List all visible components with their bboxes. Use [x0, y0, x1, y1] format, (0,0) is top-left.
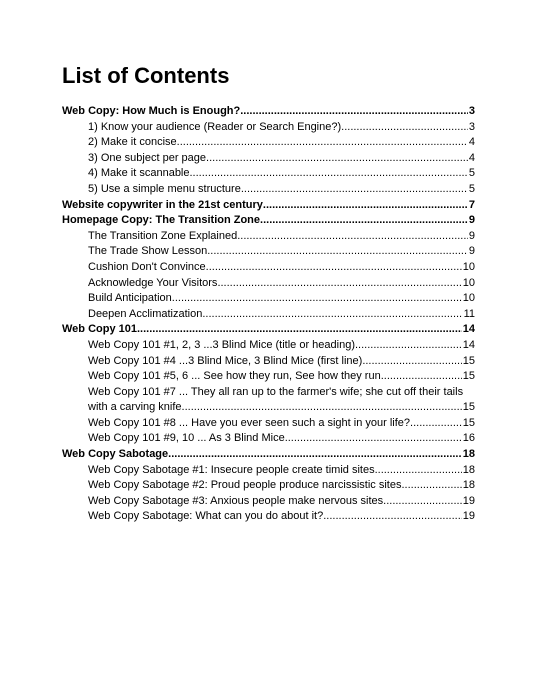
toc-subsection-entry[interactable] [62, 463, 475, 479]
dot-leader [260, 213, 468, 229]
dot-leader [341, 120, 468, 136]
toc-subsection-entry[interactable] [62, 369, 475, 385]
toc-subsection-entry[interactable] [62, 166, 475, 182]
toc-subsection-entry[interactable] [62, 151, 475, 167]
toc-section-entry[interactable] [62, 447, 475, 463]
toc-subsection-entry[interactable] [62, 276, 475, 292]
toc-entry-label: 1) Know your audience (Reader or Search Engine?) [88, 120, 342, 133]
toc-page-number: 19 [462, 510, 475, 523]
toc-entry-label: Web Copy Sabotage #1: Insecure people create timid sites [88, 463, 375, 476]
toc-entry-label: Web Copy 101 #7 ... They all ran up to the farmer's wife; she cut off their tails [88, 385, 464, 398]
dot-leader [182, 400, 462, 416]
dot-leader [207, 244, 468, 260]
dot-leader [410, 416, 462, 432]
toc-page-number: 7 [468, 198, 475, 211]
dot-leader [240, 104, 468, 120]
toc-page-number: 18 [462, 463, 475, 476]
toc-entry-label: Homepage Copy: The Transition Zone [62, 214, 261, 227]
toc-page-number: 14 [462, 323, 475, 336]
dot-leader [206, 151, 468, 167]
toc-page-number: 18 [462, 479, 475, 492]
toc-subsection-entry[interactable] [62, 478, 475, 494]
toc-page-number: 9 [468, 245, 475, 258]
toc-section-entry[interactable] [62, 322, 475, 338]
toc-section-entry[interactable] [62, 198, 475, 214]
toc-entry-label: 3) One subject per page [88, 151, 207, 164]
toc-page-number: 9 [468, 214, 475, 227]
toc-entry-label: 2) Make it concise [88, 136, 177, 149]
toc-entry-label: Acknowledge Your Visitors [88, 276, 218, 289]
toc-entry-label: Web Copy Sabotage [62, 448, 169, 461]
toc-page-number: 10 [462, 260, 475, 273]
table-of-contents [62, 104, 475, 525]
dot-leader [168, 447, 462, 463]
dot-leader [375, 463, 462, 479]
toc-entry-label: Web Copy 101 [62, 323, 137, 336]
dot-leader [285, 431, 462, 447]
toc-entry-label: Website copywriter in the 21st century [62, 198, 263, 211]
toc-entry-label: Web Copy 101 #8 ... Have you ever seen such a sight in your life? [88, 416, 411, 429]
toc-page-number: 10 [462, 276, 475, 289]
dot-leader [137, 322, 462, 338]
dot-leader [172, 291, 462, 307]
toc-section-entry[interactable] [62, 104, 475, 120]
dot-leader [217, 276, 461, 292]
toc-entry-label: The Trade Show Lesson [88, 245, 208, 258]
dot-leader [190, 166, 468, 182]
toc-entry-label: Web Copy: How Much is Enough? [62, 105, 241, 117]
toc-page-number: 14 [462, 338, 475, 351]
toc-page-number: 11 [463, 307, 475, 320]
toc-page-number: 5 [468, 167, 475, 180]
toc-entry-label: Cushion Don't Convince [88, 260, 206, 273]
toc-entry-label-continued: with a carving knife [88, 401, 182, 414]
toc-page-number: 16 [462, 432, 475, 445]
toc-subsection-entry[interactable] [62, 291, 475, 307]
toc-page-number: 15 [462, 416, 475, 429]
toc-subsection-entry[interactable] [62, 182, 475, 198]
dot-leader [177, 135, 468, 151]
dot-leader [383, 494, 462, 510]
toc-page-number: 19 [462, 494, 475, 507]
toc-subsection-entry[interactable] [62, 307, 475, 323]
toc-entry-label: 5) Use a simple menu structure [88, 182, 241, 195]
toc-entry-label: 4) Make it scannable [88, 167, 190, 180]
toc-entry-label: Web Copy 101 #5, 6 ... See how they run, See how they run [88, 370, 381, 383]
dot-leader [263, 198, 468, 214]
dot-leader [202, 307, 462, 323]
toc-page-number: 9 [468, 229, 475, 242]
toc-page-number: 4 [468, 136, 475, 149]
toc-entry-label: Build Anticipation [88, 292, 172, 305]
toc-entry-label: The Transition Zone Explained [88, 229, 238, 242]
toc-subsection-entry[interactable] [62, 135, 475, 151]
toc-page-number: 4 [468, 151, 475, 164]
toc-subsection-entry[interactable] [62, 260, 475, 276]
dot-leader [362, 354, 461, 370]
toc-entry-label: Web Copy 101 #1, 2, 3 ...3 Blind Mice (title or heading) [88, 338, 355, 351]
page-title: List of Contents [62, 63, 230, 88]
toc-entry-label: Web Copy Sabotage #3: Anxious people make nervous sites [88, 494, 384, 507]
dot-leader [206, 260, 462, 276]
toc-entry-label: Web Copy Sabotage #2: Proud people produce narcissistic sites [88, 479, 402, 492]
toc-subsection-entry[interactable] [62, 120, 475, 136]
dot-leader [381, 369, 462, 385]
toc-page-number: 3 [468, 105, 475, 117]
toc-entry-label: Web Copy Sabotage: What can you do about it? [88, 510, 324, 523]
toc-subsection-entry[interactable] [62, 354, 475, 370]
toc-entry-label: Deepen Acclimatization [88, 307, 203, 320]
toc-page-number: 15 [462, 354, 475, 367]
toc-subsection-entry[interactable] [62, 416, 475, 432]
toc-entry-label: Web Copy 101 #4 ...3 Blind Mice, 3 Blind Mice (first line) [88, 354, 363, 367]
dot-leader [355, 338, 462, 354]
toc-page-number: 5 [468, 182, 475, 195]
dot-leader [237, 229, 468, 245]
toc-subsection-entry[interactable] [62, 509, 475, 525]
toc-page-number: 3 [468, 120, 475, 133]
toc-page-number: 15 [462, 370, 475, 383]
toc-page-number: 15 [462, 401, 475, 414]
toc-subsection-entry[interactable] [62, 229, 475, 245]
dot-leader [241, 182, 468, 198]
toc-entry-label: Web Copy 101 #9, 10 ... As 3 Blind Mice [88, 432, 285, 445]
dot-leader [401, 478, 461, 494]
toc-subsection-entry[interactable] [62, 494, 475, 510]
toc-subsection-entry[interactable] [62, 338, 475, 354]
toc-page-number: 10 [462, 292, 475, 305]
dot-leader [323, 509, 462, 525]
toc-section-entry[interactable] [62, 213, 475, 229]
toc-subsection-entry[interactable] [62, 244, 475, 260]
toc-subsection-entry[interactable] [62, 431, 475, 447]
toc-page-number: 18 [462, 448, 475, 461]
toc-subsection-entry[interactable] [62, 385, 475, 416]
